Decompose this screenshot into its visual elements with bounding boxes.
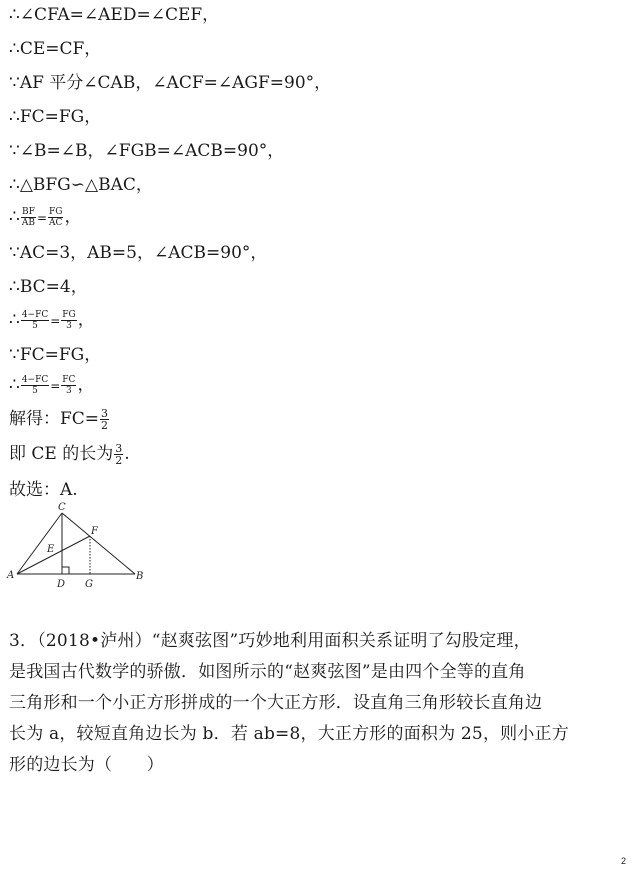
ratio-line-2 xyxy=(9,309,95,332)
numerator: 4−FC xyxy=(21,310,49,320)
equals: = xyxy=(50,314,61,328)
question-line: 3．（2018•泸州）“赵爽弦图”巧妙地利用面积关系证明了勾股定理， xyxy=(9,631,531,651)
page-number: 2 xyxy=(620,856,626,866)
fraction xyxy=(100,408,109,431)
fraction xyxy=(61,375,76,396)
comma: ， xyxy=(64,207,82,227)
numerator: FC xyxy=(62,375,76,385)
label-d: D xyxy=(57,579,66,590)
question-line: 是我国古代数学的骄傲．如图所示的“赵爽弦图”是由四个全等的直角 xyxy=(9,662,526,682)
question-line: 三角形和一个小正方形拼成的一个大正方形．设直角三角形较长直角边 xyxy=(9,693,543,713)
step-line: ∴FC=FG， xyxy=(9,107,102,127)
ce-length-line xyxy=(9,443,130,466)
label-f: F xyxy=(91,526,98,537)
fraction xyxy=(61,310,76,331)
right-angle-mark xyxy=(62,567,69,574)
fraction xyxy=(21,310,49,331)
denominator: AC xyxy=(49,218,63,228)
question-line: 形的边长为（ ） xyxy=(9,755,164,775)
label-e: E xyxy=(47,544,55,555)
ce-text: 即 CE 的长为 xyxy=(9,444,114,464)
denominator: 3 xyxy=(66,321,72,331)
question-3 xyxy=(9,626,631,781)
step-line: ∵FC=FG， xyxy=(9,345,102,365)
period: . xyxy=(124,444,130,464)
denominator: 2 xyxy=(115,454,123,467)
denominator: 5 xyxy=(32,321,38,331)
ratio-line-1 xyxy=(9,206,81,229)
triangle-figure xyxy=(5,500,150,592)
step-line: ∴BC=4， xyxy=(9,277,88,297)
solve-line xyxy=(9,408,110,431)
therefore-symbol: ∴ xyxy=(9,375,20,395)
denominator: 2 xyxy=(101,419,109,432)
denominator: AB xyxy=(21,218,35,228)
numerator: BF xyxy=(21,207,35,217)
therefore-symbol: ∴ xyxy=(9,310,20,330)
step-line: ∵AC=3，AB=5，∠ACB=90°， xyxy=(9,243,268,263)
comma: ， xyxy=(77,375,95,395)
numerator: FG xyxy=(62,310,76,320)
fraction xyxy=(21,207,36,228)
numerator: 3 xyxy=(101,407,109,420)
fraction xyxy=(21,375,49,396)
step-line: ∵∠B=∠B，∠FGB=∠ACB=90°， xyxy=(9,141,285,161)
step-line: ∴CE=CF， xyxy=(9,39,102,59)
comma: ， xyxy=(77,310,95,330)
step-line: ∵AF 平分∠CAB，∠ACF=∠AGF=90°， xyxy=(9,73,332,93)
label-g: G xyxy=(85,579,93,590)
therefore-symbol: ∴ xyxy=(9,207,20,227)
side-ac xyxy=(17,513,62,574)
numerator: 3 xyxy=(115,442,123,455)
side-cb xyxy=(62,513,135,574)
label-a: A xyxy=(7,570,15,581)
denominator: 5 xyxy=(32,386,38,396)
equals: = xyxy=(36,211,48,225)
equals: = xyxy=(50,379,61,393)
fraction xyxy=(48,207,63,228)
segment-af xyxy=(17,536,90,574)
denominator: 3 xyxy=(66,386,72,396)
solve-text: 解得：FC= xyxy=(9,409,100,429)
answer-line: 故选：A. xyxy=(9,480,78,500)
question-line: 长为 a，较短直角边长为 b．若 ab=8，大正方形的面积为 25，则小正方 xyxy=(9,724,569,744)
label-b: B xyxy=(136,571,144,582)
numerator: FG xyxy=(49,207,63,217)
ratio-line-3 xyxy=(9,374,94,397)
label-c: C xyxy=(58,502,66,513)
step-line: ∴∠CFA=∠AED=∠CEF， xyxy=(9,5,220,25)
fraction xyxy=(114,443,123,466)
numerator: 4−FC xyxy=(21,375,49,385)
step-line: ∴△BFG∽△BAC， xyxy=(9,175,153,195)
